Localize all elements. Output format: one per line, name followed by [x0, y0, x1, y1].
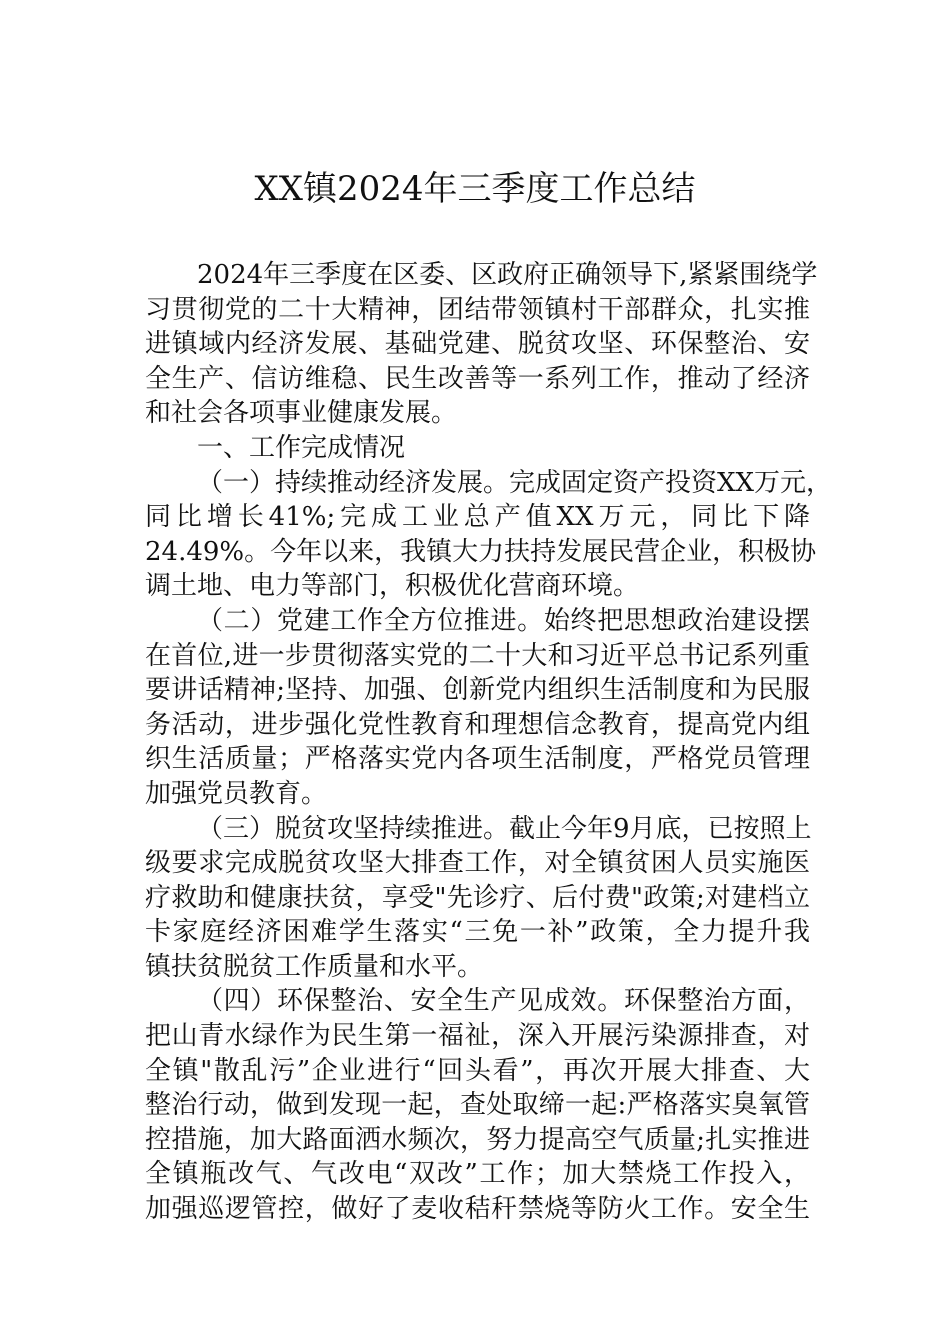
paragraph-line: 整治行动，做到发现一起，查处取缔一起:严格落实臭氧管 [145, 1090, 810, 1121]
document-title: XX镇2024年三季度工作总结 [254, 169, 696, 209]
paragraph-line: 卡家庭经济困难学生落实“三免一补”政策，全力提升我 [145, 917, 810, 948]
paragraph-line: 习贯彻党的二十大精神，团结带领镇村干部群众，扎实推 [145, 294, 810, 325]
paragraph-line: 要讲话精神;坚持、加强、创新党内组织生活制度和为民服 [145, 675, 810, 706]
paragraph-line: 2024年三季度在区委、区政府正确领导下,紧紧围绕学 [197, 260, 818, 290]
paragraph-line: 调土地、电力等部门，积极优化营商环境。 [145, 571, 640, 602]
paragraph-line: 在首位,进一步贯彻落实党的二十大和习近平总书记系列重 [145, 640, 810, 671]
paragraph-line: 进镇域内经济发展、基础党建、脱贫攻坚、环保整治、安 [145, 329, 810, 360]
paragraph-line: 和社会各项事业健康发展。 [145, 398, 458, 429]
paragraph-line: （一）持续推动经济发展。完成固定资产投资XX万元， [197, 467, 833, 498]
paragraph-line: 把山青水绿作为民生第一福祉，深入开展污染源排查，对 [145, 1021, 810, 1052]
paragraph-line: 全生产、信访维稳、民生改善等一系列工作，推动了经济 [145, 363, 810, 394]
paragraph-line: （四）环保整治、安全生产见成效。环保整治方面， [197, 986, 810, 1017]
paragraph-line: 级要求完成脱贫攻坚大排查工作，对全镇贫困人员实施医 [145, 848, 810, 879]
paragraph-line: 加强巡逻管控，做好了麦收秸秆禁烧等防火工作。安全生 [145, 1194, 810, 1225]
paragraph-line: 镇扶贫脱贫工作质量和水平。 [145, 951, 484, 982]
paragraph-line: 24.49%。今年以来，我镇大力扶持发展民营企业，积极协 [145, 536, 817, 567]
paragraph-line: （三）脱贫攻坚持续推进。截止今年9月底，已按照上 [197, 813, 812, 844]
paragraph-line: （二）党建工作全方位推进。始终把思想政治建设摆 [197, 605, 810, 636]
paragraph-line: 加强党员教育。 [145, 778, 328, 809]
paragraph-line: 同比增长41%;完成工业总产值XX万元，同比下降 [145, 502, 810, 533]
paragraph-line: 务活动，进步强化党性教育和理想信念教育，提高党内组 [145, 709, 810, 740]
section-heading: 一、工作完成情况 [197, 432, 406, 463]
document-body [145, 258, 833, 1227]
paragraph-line: 全镇瓶改气、气改电“双改”工作；加大禁烧工作投入， [145, 1159, 810, 1190]
paragraph-line: 疗救助和健康扶贫，享受"先诊疗、后付费"政策;对建档立 [145, 882, 810, 913]
paragraph-line: 织生活质量；严格落实党内各项生活制度，严格党员管理 [145, 744, 810, 775]
paragraph-line: 全镇"散乱污”企业进行“回头看”，再次开展大排查、大 [145, 1055, 810, 1086]
paragraph-line: 控措施，加大路面洒水频次，努力提高空气质量;扎实推进 [145, 1124, 810, 1155]
